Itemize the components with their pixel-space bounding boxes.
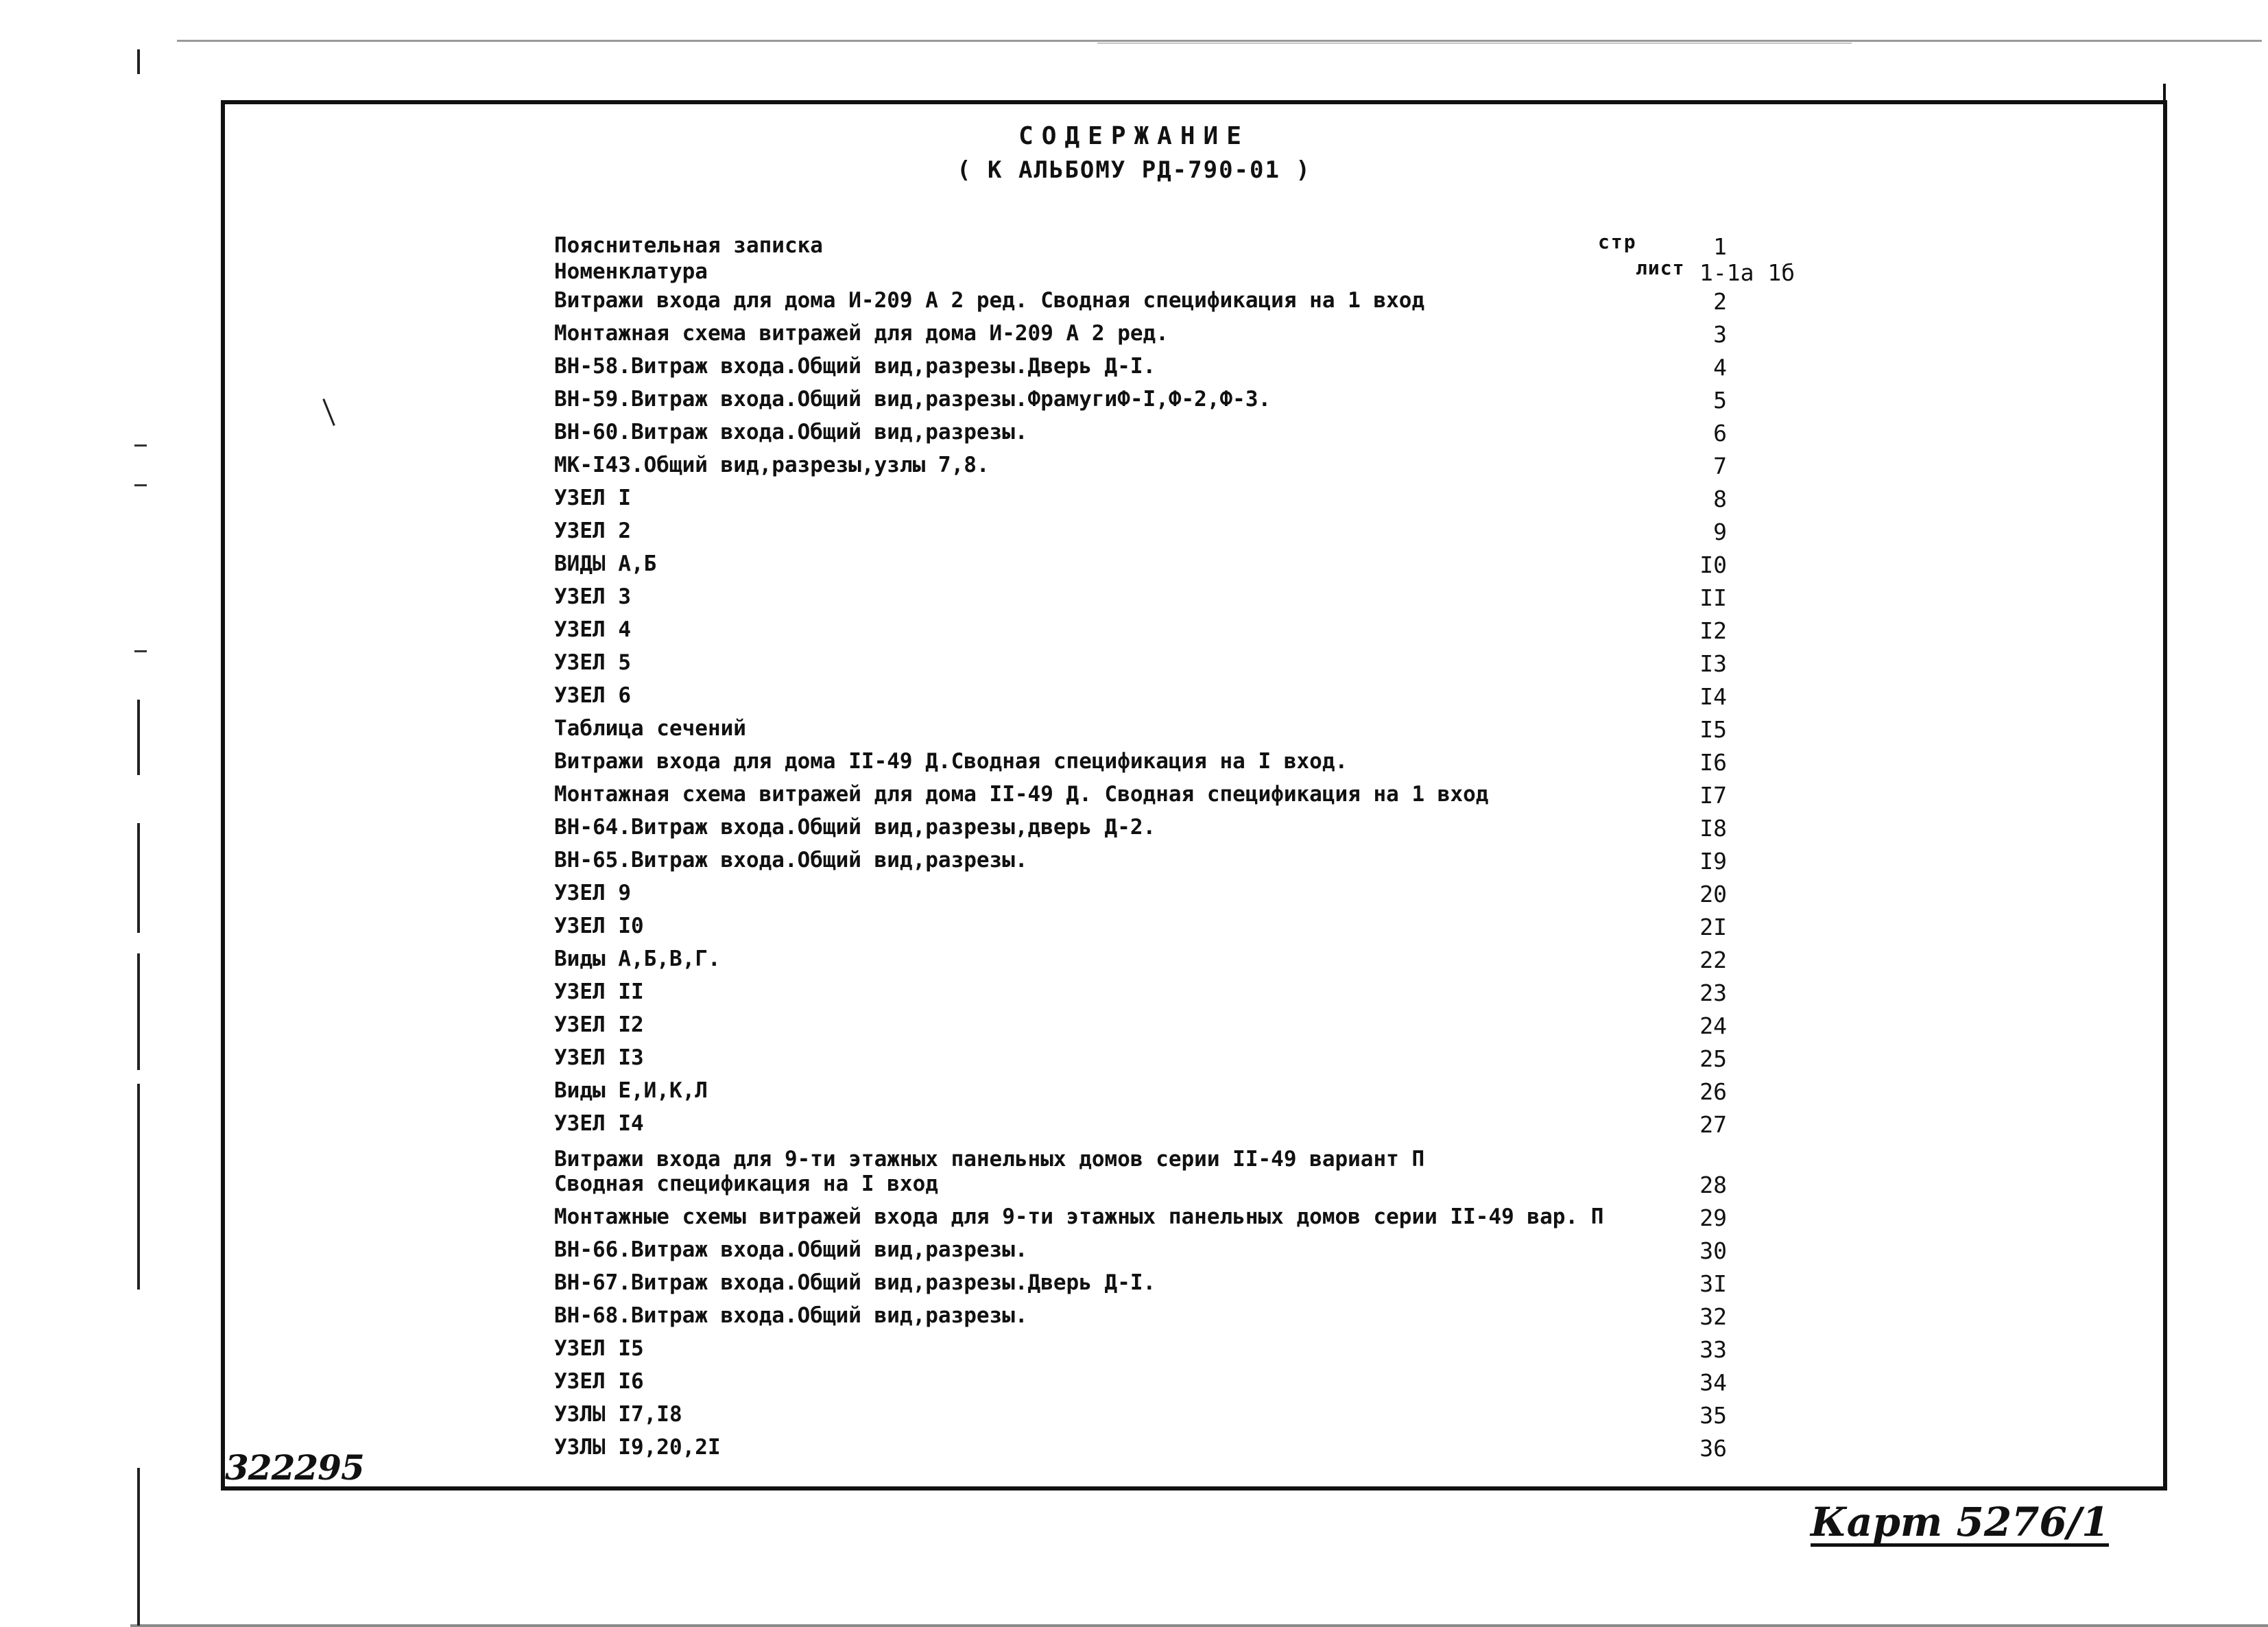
toc-row bbox=[554, 749, 2145, 781]
toc-row bbox=[554, 1012, 2145, 1044]
toc-row bbox=[554, 1435, 2145, 1466]
toc-page: 3 bbox=[1713, 321, 1727, 348]
toc-title: Пояснительная записка bbox=[554, 233, 823, 258]
toc-title: МК-I43.Общий вид,разрезы,узлы 7,8. bbox=[554, 453, 990, 477]
toc-row bbox=[554, 1336, 2145, 1368]
toc-page: 27 bbox=[1699, 1111, 1727, 1138]
toc-page: 26 bbox=[1699, 1078, 1727, 1105]
toc-page: 36 bbox=[1699, 1435, 1727, 1462]
toc-page: I6 bbox=[1699, 749, 1727, 776]
scan-dash-left bbox=[134, 444, 147, 447]
toc-page: I2 bbox=[1699, 617, 1727, 644]
toc-page: I3 bbox=[1699, 650, 1727, 677]
scan-dash-left bbox=[134, 650, 147, 652]
document-subtitle: ( К АЛЬБОМУ РД-790-01 ) bbox=[957, 156, 1311, 184]
toc-page: 35 bbox=[1699, 1402, 1727, 1429]
toc-page: II bbox=[1699, 584, 1727, 611]
scan-mark-left bbox=[137, 1084, 140, 1290]
toc-page: 22 bbox=[1699, 947, 1727, 973]
page-column-label: стр bbox=[1598, 230, 1637, 253]
toc-page: I4 bbox=[1699, 683, 1727, 710]
toc-row bbox=[554, 519, 2145, 550]
toc-page: 30 bbox=[1699, 1237, 1727, 1264]
toc-title: ВН-58.Витраж входа.Общий вид,разрезы.Дверь Д-I. bbox=[554, 354, 1156, 379]
toc-title: УЗЕЛ I bbox=[554, 486, 631, 510]
toc-row bbox=[554, 1078, 2145, 1110]
toc-row bbox=[554, 259, 2145, 291]
toc-page: 33 bbox=[1699, 1336, 1727, 1363]
toc-row bbox=[554, 1402, 2145, 1434]
toc-page: 32 bbox=[1699, 1303, 1727, 1330]
toc-title: УЗЕЛ I3 bbox=[554, 1045, 644, 1070]
toc-page: 24 bbox=[1699, 1012, 1727, 1039]
toc-title: УЗЕЛ I5 bbox=[554, 1336, 644, 1361]
toc-page: I7 bbox=[1699, 782, 1727, 809]
toc-title: ВН-66.Витраж входа.Общий вид,разрезы. bbox=[554, 1237, 1028, 1262]
scan-mark-left bbox=[137, 700, 140, 775]
toc-row bbox=[554, 782, 2145, 814]
toc-title: ВИДЫ А,Б bbox=[554, 551, 657, 576]
toc-page: 8 bbox=[1713, 486, 1727, 512]
toc-title: Монтажная схема витражей для дома II-49 Д. Сводная спецификация на 1 вход bbox=[554, 782, 1489, 807]
toc-row bbox=[554, 848, 2145, 879]
scan-edge-bottom bbox=[130, 1624, 2268, 1627]
toc-title: УЗЕЛ I0 bbox=[554, 914, 644, 938]
toc-row bbox=[554, 453, 2145, 484]
toc-title: ВН-68.Витраж входа.Общий вид,разрезы. bbox=[554, 1303, 1028, 1328]
toc-title: ВН-60.Витраж входа.Общий вид,разрезы. bbox=[554, 420, 1028, 444]
toc-page: 5 bbox=[1713, 387, 1727, 414]
scan-edge-top bbox=[177, 40, 2262, 42]
toc-row bbox=[554, 486, 2145, 517]
toc-title: Монтажная схема витражей для дома И-209 А 2 ред. bbox=[554, 321, 1169, 346]
toc-page: I5 bbox=[1699, 716, 1727, 743]
toc-page: I0 bbox=[1699, 551, 1727, 578]
toc-title: УЗЕЛ 4 bbox=[554, 617, 631, 642]
toc-row bbox=[554, 288, 2145, 320]
toc-row bbox=[554, 914, 2145, 945]
toc-page: 9 bbox=[1713, 519, 1727, 545]
toc-page: I9 bbox=[1699, 848, 1727, 875]
toc-title: УЗЕЛ 9 bbox=[554, 881, 631, 905]
scan-dash-left bbox=[134, 484, 147, 486]
toc-page: 4 bbox=[1713, 354, 1727, 381]
toc-title: Таблица сечений bbox=[554, 716, 746, 741]
toc-page: 34 bbox=[1699, 1369, 1727, 1396]
toc-row bbox=[554, 1111, 2145, 1143]
toc-page: 2I bbox=[1699, 914, 1727, 940]
toc-row bbox=[554, 551, 2145, 583]
toc-page: 25 bbox=[1699, 1045, 1727, 1072]
toc-row bbox=[554, 1237, 2145, 1269]
toc-row bbox=[554, 420, 2145, 451]
toc-page: 23 bbox=[1699, 979, 1727, 1006]
toc-row bbox=[554, 354, 2145, 385]
toc-page: 2 bbox=[1713, 288, 1727, 315]
toc-page: 1-1а 1б bbox=[1699, 259, 1795, 286]
toc-title: ВН-59.Витраж входа.Общий вид,разрезы.ФрамугиФ-I,Ф-2,Ф-3. bbox=[554, 387, 1272, 412]
toc-page: 1 bbox=[1713, 233, 1727, 260]
toc-row bbox=[554, 617, 2145, 649]
toc-row bbox=[554, 584, 2145, 616]
toc-row bbox=[554, 947, 2145, 978]
toc-title: ВН-64.Витраж входа.Общий вид,разрезы,дверь Д-2. bbox=[554, 815, 1156, 840]
toc-row bbox=[554, 683, 2145, 715]
toc-row bbox=[554, 1270, 2145, 1302]
toc-title: УЗЕЛ 3 bbox=[554, 584, 631, 609]
scan-edge-top-faint bbox=[1097, 43, 1852, 44]
toc-row bbox=[554, 716, 2145, 748]
toc-page: 20 bbox=[1699, 881, 1727, 907]
toc-title: УЗЕЛ I4 bbox=[554, 1111, 644, 1136]
toc-row bbox=[554, 650, 2145, 682]
frame-tick bbox=[2163, 84, 2166, 104]
toc-title: УЗЛЫ I9,20,2I bbox=[554, 1435, 721, 1460]
toc-title: ВН-67.Витраж входа.Общий вид,разрезы.Дверь Д-I. bbox=[554, 1270, 1156, 1295]
toc-page: 29 bbox=[1699, 1204, 1727, 1231]
toc-title: УЗЕЛ II bbox=[554, 979, 644, 1004]
toc-title: УЗЛЫ I7,I8 bbox=[554, 1402, 682, 1427]
toc-title: Виды А,Б,В,Г. bbox=[554, 947, 721, 971]
toc-row bbox=[554, 387, 2145, 418]
toc-title: Витражи входа для дома И-209 А 2 ред. Сводная спецификация на 1 вход bbox=[554, 288, 1425, 313]
toc-row bbox=[554, 979, 2145, 1011]
toc-title: УЗЕЛ I2 bbox=[554, 1012, 644, 1037]
toc-title: УЗЕЛ 6 bbox=[554, 683, 631, 708]
toc-title: Монтажные схемы витражей входа для 9-ти этажных панельных домов серии II-49 вар. П bbox=[554, 1204, 1604, 1229]
toc-row bbox=[554, 321, 2145, 353]
scan-mark-left bbox=[137, 49, 140, 74]
toc-row bbox=[554, 815, 2145, 846]
toc-title: УЗЕЛ 5 bbox=[554, 650, 631, 675]
toc-title: УЗЕЛ I6 bbox=[554, 1369, 644, 1394]
toc-title: УЗЕЛ 2 bbox=[554, 519, 631, 543]
toc-row bbox=[554, 1045, 2145, 1077]
toc-page: 28 bbox=[1699, 1172, 1727, 1198]
sheet-column-label: лист bbox=[1636, 257, 1685, 279]
toc-page: 3I bbox=[1699, 1270, 1727, 1297]
scan-mark-left bbox=[137, 1468, 140, 1626]
toc-title: ВН-65.Витраж входа.Общий вид,разрезы. bbox=[554, 848, 1028, 872]
archive-card-number: Карт 5276/1 bbox=[1811, 1499, 2110, 1545]
toc-row bbox=[554, 1369, 2145, 1401]
toc-page: 7 bbox=[1713, 453, 1727, 479]
toc-title: Виды Е,И,К,Л bbox=[554, 1078, 708, 1103]
toc-title: Витражи входа для дома II-49 Д.Сводная спецификация на I вход. bbox=[554, 749, 1348, 774]
toc-row bbox=[554, 1204, 2145, 1236]
toc-page: 6 bbox=[1713, 420, 1727, 447]
document-title: СОДЕРЖАНИЕ bbox=[1018, 122, 1250, 150]
archive-inventory-number: 322295 bbox=[225, 1449, 364, 1490]
toc-page: I8 bbox=[1699, 815, 1727, 842]
toc-row bbox=[554, 881, 2145, 912]
toc-row bbox=[554, 1303, 2145, 1335]
scan-mark-left bbox=[137, 953, 140, 1070]
toc-title: Витражи входа для 9-ти этажных панельных домов серии II-49 вариант П Сводная спецификация на I вход bbox=[554, 1147, 1425, 1196]
scan-mark-left bbox=[137, 823, 140, 933]
toc-title: Номенклатура bbox=[554, 259, 708, 284]
toc-row bbox=[554, 1147, 2145, 1202]
